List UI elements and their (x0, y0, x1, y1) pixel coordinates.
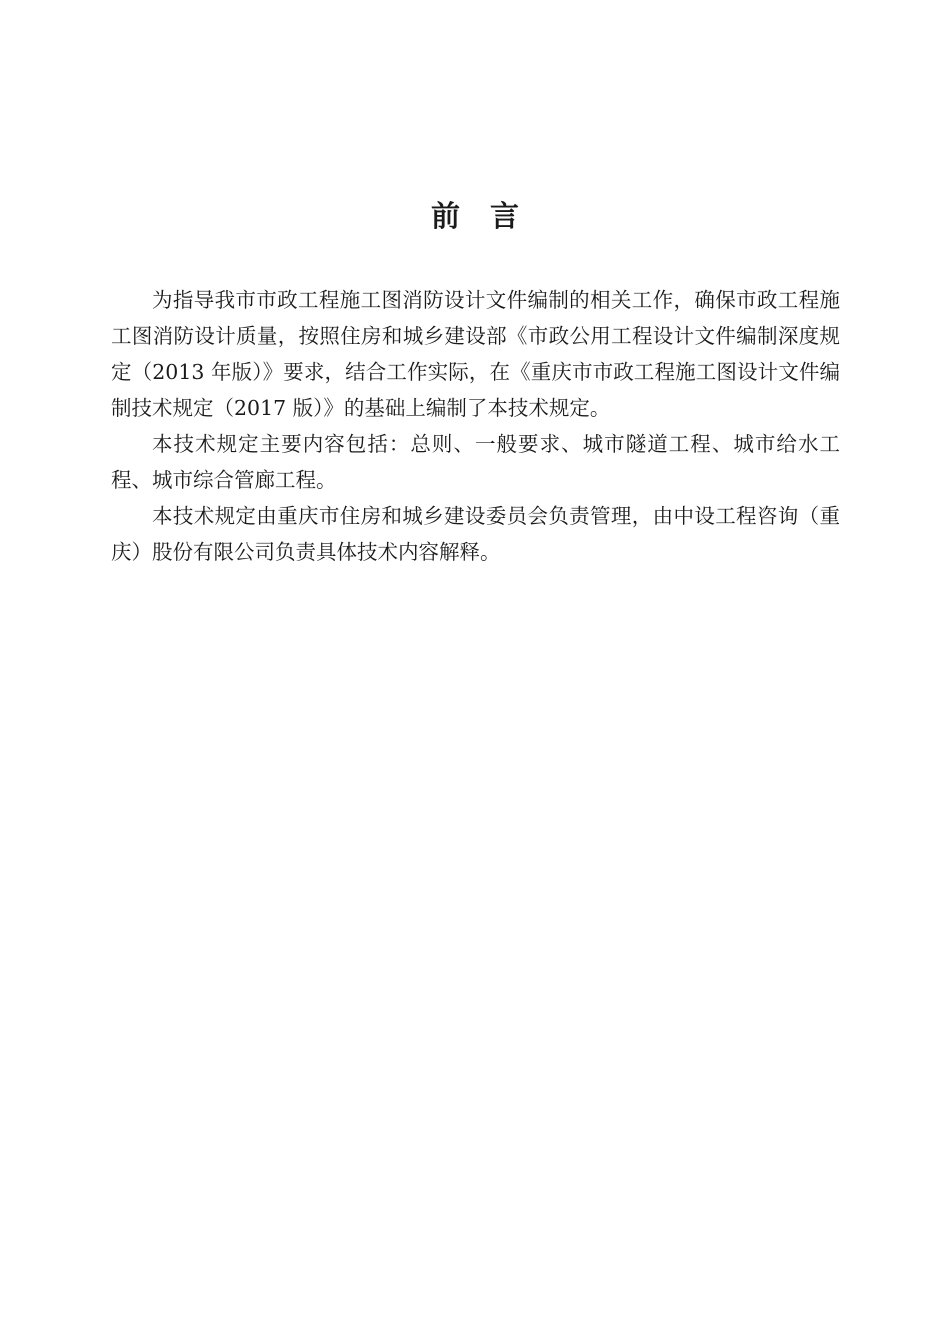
preface-body (111, 282, 840, 570)
paragraph-purpose: 为指导我市市政工程施工图消防设计文件编制的相关工作，确保市政工程施工图消防设计质量，按照住房和城乡建设部《市政公用工程设计文件编制深度规定（2013 年版）》要求，结合工作实际，在《重庆市市政工程施工图设计文件编制技术规定（2017 版）》的基础上编制了本技术规定。 (111, 288, 840, 420)
paragraph-contents: 本技术规定主要内容包括：总则、一般要求、城市隧道工程、城市给水工程、城市综合管廊工程。 (111, 432, 840, 492)
paragraph-management: 本技术规定由重庆市住房和城乡建设委员会负责管理，由中设工程咨询（重庆）股份有限公司负责具体技术内容解释。 (111, 504, 840, 564)
page-title: 前言 (430, 199, 549, 233)
